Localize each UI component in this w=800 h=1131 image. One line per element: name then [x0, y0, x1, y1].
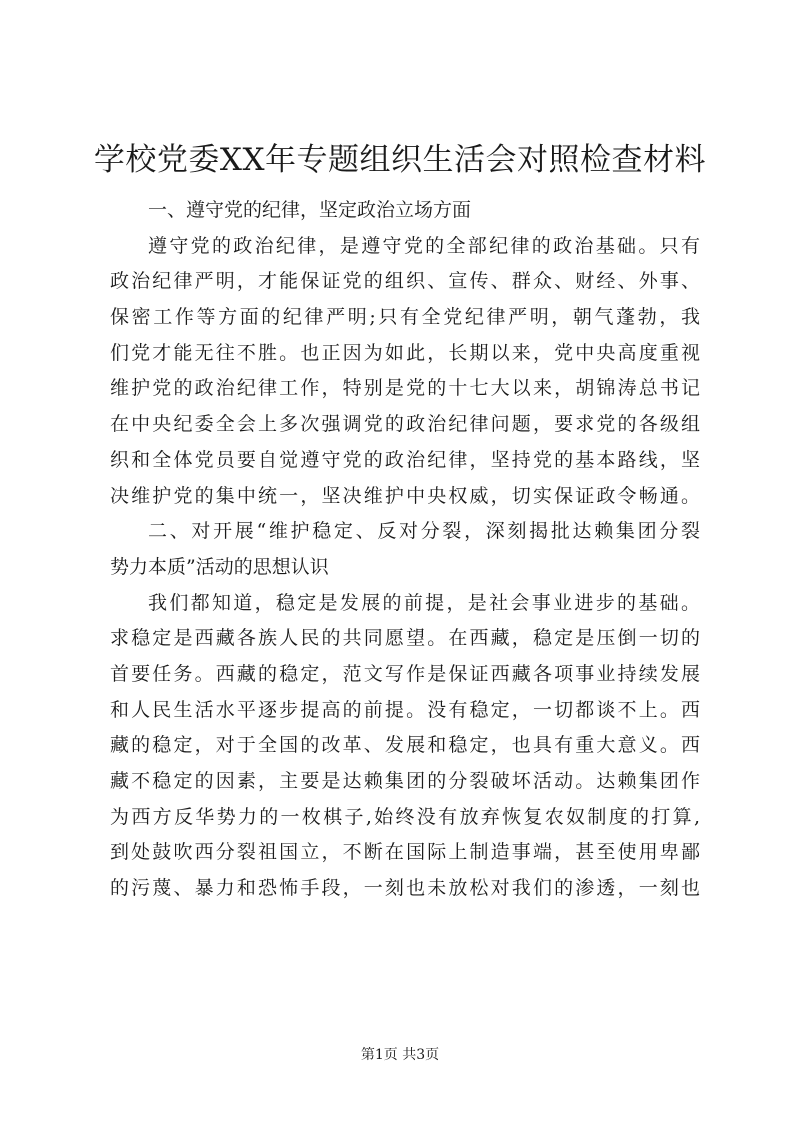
- document-title: 学校党委XX年专题组织生活会对照检查材料: [93, 142, 707, 178]
- paragraph-line: 保密工作等方面的纪律严明;只有全党纪律严明，朝气蓬勃，我: [110, 306, 700, 329]
- section-heading-1: 一、遵守党的纪律，坚定政治立场方面: [148, 199, 472, 221]
- paragraph-line: 我们都知道，稳定是发展的前提，是社会事业进步的基础。: [148, 591, 700, 614]
- paragraph-line: 在中央纪委全会上多次强调党的政治纪律问题，要求党的各级组: [110, 413, 700, 436]
- paragraph-line: 求稳定是西藏各族人民的共同愿望。在西藏，稳定是压倒一切的: [110, 627, 700, 650]
- paragraph-line: 的污蔑、暴力和恐怖手段，一刻也未放松对我们的渗透，一刻也: [110, 877, 700, 900]
- paragraph-line: 遵守党的政治纪律，是遵守党的全部纪律的政治基础。只有: [148, 234, 700, 257]
- section-heading-2-continued: 势力本质”活动的思想认识: [110, 555, 329, 578]
- paragraph-line: 决维护党的集中统一，坚决维护中央权威，切实保证政令畅通。: [110, 484, 700, 507]
- paragraph-line: 和人民生活水平逐步提高的前提。没有稳定，一切都谈不上。西: [110, 698, 700, 721]
- document-body: [110, 193, 700, 907]
- paragraph-line: 藏不稳定的因素，主要是达赖集团的分裂破坏活动。达赖集团作: [110, 770, 700, 792]
- section-heading-2: 二、对开展“维护稳定、反对分裂，深刻揭批达赖集团分裂: [148, 520, 700, 543]
- paragraph-line: 藏的稳定，对于全国的改革、发展和稳定，也具有重大意义。西: [110, 734, 700, 757]
- paragraph-line: 们党才能无往不胜。也正因为如此，长期以来，党中央高度重视: [110, 341, 700, 364]
- paragraph-line: 织和全体党员要自觉遵守党的政治纪律，坚持党的基本路线，坚: [110, 448, 700, 471]
- paragraph-line: 到处鼓吹西分裂祖国立，不断在国际上制造事端，甚至使用卑鄙: [110, 841, 700, 864]
- paragraph-line: 为西方反华势力的一枚棋子,始终没有放弃恢复农奴制度的打算,: [110, 805, 700, 828]
- paragraph-line: 政治纪律严明，才能保证党的组织、宣传、群众、财经、外事、: [110, 270, 700, 293]
- paragraph-line: 维护党的政治纪律工作，特别是党的十七大以来，胡锦涛总书记: [110, 377, 700, 400]
- paragraph-line: 首要任务。西藏的稳定，范文写作是保证西藏各项事业持续发展: [110, 662, 700, 685]
- page-number-footer: 第1页 共3页: [360, 1047, 440, 1063]
